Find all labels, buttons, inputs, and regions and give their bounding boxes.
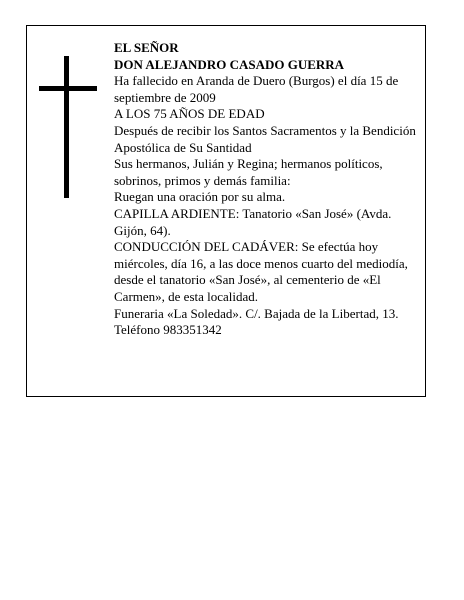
obituary-notice [26,25,426,397]
family-statement: Sus hermanos, Julián y Regina; hermanos políticos, sobrinos, primos y demás familia: [114,156,383,188]
cross-horizontal-bar [39,86,97,91]
procession-info: CONDUCCIÓN DEL CADÁVER: Se efectúa hoy miércoles, día 16, a las doce menos cuarto del mediodía, desde el tanatorio «San José», al cementerio de «El Carmen», de esta localidad. [114,239,408,304]
prayer-request: Ruegan una oración por su alma. [114,189,286,205]
cross-icon [39,56,97,198]
deceased-name: DON ALEJANDRO CASADO GUERRA [114,56,345,72]
cross-vertical-bar [64,56,69,198]
death-statement: Ha fallecido en Aranda de Duero (Burgos) el día 15 de septiembre de 2009 [114,73,399,105]
sacraments-statement: Después de recibir los Santos Sacramentos y la Bendición Apostólica de Su Santidad [114,122,416,155]
notice-title: EL SEÑOR [114,40,179,55]
funeral-home-info: Funeraria «La Soledad». C/. Bajada de la Libertad, 13. [114,305,399,321]
notice-text [114,40,420,339]
chapel-info: CAPILLA ARDIENTE: Tanatorio «San José» (Avda. Gijón, 64). [114,205,392,238]
age-statement: A LOS 75 AÑOS DE EDAD [114,106,265,122]
phone-info: Teléfono 983351342 [114,322,222,338]
